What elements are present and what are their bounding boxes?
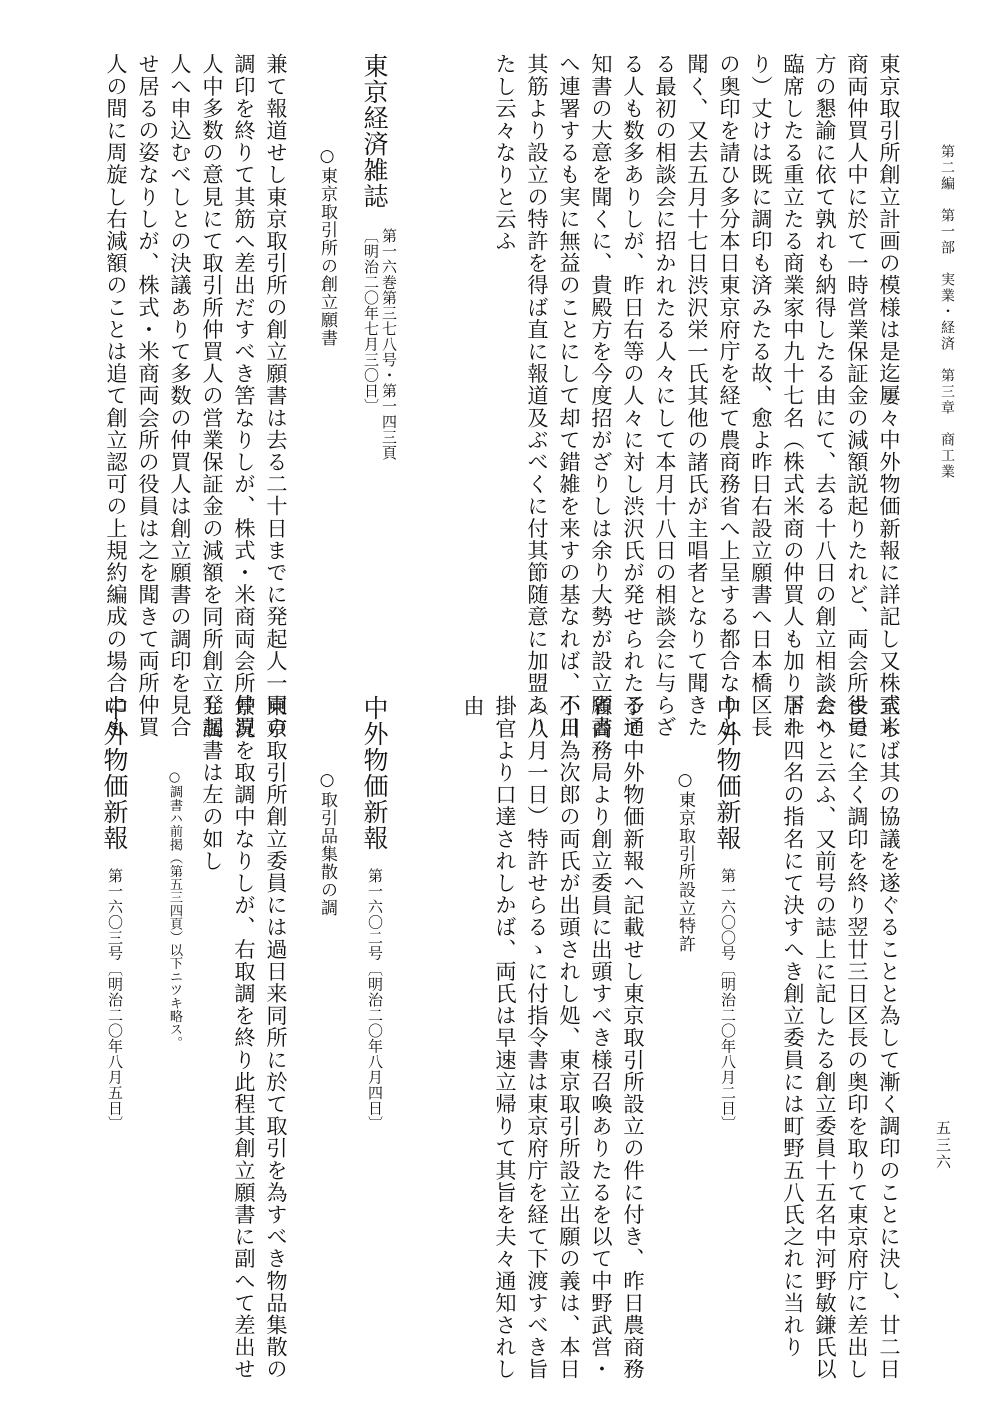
text-line: 省商務局より創立委員に出頭すべき様召喚ありたるを以て中野武営・ xyxy=(589,695,614,1381)
text-line: 兼て報道せし東京取引所の創立願書は去る二十日までに発起人一同の xyxy=(264,53,289,739)
subheading: ○東京取引所設立特許 xyxy=(675,770,695,953)
text-line: る最初の相談会に招かれたる人々にして本月十八日の相談会に与らざ xyxy=(653,53,678,739)
citation: 〔明治二〇年七月三〇日〕 xyxy=(362,228,380,414)
subheading: ○東京取引所の創立願書 xyxy=(317,146,337,347)
text-line: 其筋より設立の特許を得ば直に報道及ぶべくに付其節随意に加盟あり xyxy=(525,53,550,739)
text-line: たし云々なりと云ふ xyxy=(493,53,518,252)
text-line: 商両仲買人中に於て一時営業保証金の減額説起りたれど、両会所役員 xyxy=(845,53,870,739)
text-line: 人へ申込むべしとの決議ありて多数の仲買人は創立願書の調印を見合 xyxy=(168,53,193,739)
text-line: 由 xyxy=(461,695,486,718)
text-line: （八月一日）特許せらるゝに付指令書は東京府庁を経て下渡すべき旨 xyxy=(525,695,550,1381)
citation: 第一六巻第三七八号・第一四三頁 xyxy=(380,228,398,461)
section-title: 東京経済雑誌 xyxy=(360,53,389,209)
subheading: ○取引品集散の調 xyxy=(317,770,337,917)
citation: 第一六〇二号〔明治二〇年八月四日〕 xyxy=(366,868,384,1132)
text-line: 予て中外物価新報へ記載せし東京取引所設立の件に付き、昨日農商務 xyxy=(621,695,646,1381)
text-line: せ居るの姿なりしが、株式・米商両会所の役員は之を聞きて両所仲買 xyxy=(136,53,161,739)
text-line: り）丈けは既に調印も済みたる故、愈よ昨日右設立願書へ日本橋区長 xyxy=(749,53,774,739)
text-line: 人の間に周旋し右減額のことは追て創立認可の上規約編成の場合にも xyxy=(104,53,129,739)
text-line: へ連署するも実に無益のことにして却て錯雑を来すの基なれば、不日 xyxy=(557,53,582,739)
text-line: 東京取引所創立計画の模様は是迄屢々中外物価新報に詳記し又株式米 xyxy=(877,53,902,739)
text-line: 下十四名の指名にて決すへき創立委員には町野五八氏之れに当れり xyxy=(781,695,806,1358)
text-line: までに全く調印を終り翌廿三日区長の奥印を取りて東京府庁に差出し xyxy=(845,695,870,1381)
text-line: 掛官より口達されしかば、両氏は早速立帰りて其旨を夫々通知されし xyxy=(493,695,518,1381)
editor-note: ○調書ハ前掲（第五三四頁）以下ニツキ略ス。 xyxy=(167,770,182,1049)
text-line: 調印を終りて其筋へ差出だすべき筈なりしが、株式・米商両会所仲買 xyxy=(232,53,257,739)
text-line: 東京取引所創立委員には過日来同所に於て取引を為すべき物品集散の xyxy=(264,695,289,1381)
text-line: 聞く、又去五月十七日渋沢栄一氏其他の諸氏が主唱者となりて聞きた xyxy=(685,53,710,739)
text-line: 知書の大意を聞くに、貴殿方を今度招がざりしは余り大勢が設立願書 xyxy=(589,53,614,739)
text-line: し調書は左の如し xyxy=(200,695,225,872)
text-line: の奥印を請ひ多分本日東京府庁を経て農商務省へ上呈する都合なりと xyxy=(717,53,742,739)
text-line: 臨席したる重立たる商業家中九十七名（株式米商の仲買人も加り居れ xyxy=(781,53,806,739)
text-line: 方の懇諭に依て孰れも納得したる由にて、去る十八日の創立相談会へ xyxy=(813,53,838,739)
text-line: 小川為次郎の両氏が出頭されし処、東京取引所設立出願の義は、本日 xyxy=(557,695,582,1381)
section-title: 中外物価新報 xyxy=(360,695,389,851)
section-title: 中外物価新報 xyxy=(100,695,129,851)
text-line: 至らば其の協議を遂ぐることと為して漸く調印のことに決し、廿二日 xyxy=(877,695,902,1381)
citation: 第一六〇三号〔明治二〇年八月五日〕 xyxy=(106,868,124,1132)
citation: 第一六〇〇号〔明治二〇年八月二日〕 xyxy=(719,868,737,1132)
text-line: る人も数多ありしが、昨日右等の人々に対し渋沢氏が発せられたる通 xyxy=(621,53,646,739)
text-line: 人中多数の意見にて取引所仲買人の営業保証金の減額を同所創立発起 xyxy=(200,53,225,739)
running-header: 第二編 第一部 実業・経済 第三章 商工業 xyxy=(939,144,955,480)
section-title: 中外物価新報 xyxy=(713,695,742,851)
text-line: たりと云ふ、又前号の誌上に記したる創立委員十五名中河野敏鎌氏以 xyxy=(813,695,838,1381)
text-line: 景況を取調中なりしが、右取調を終り此程其創立願書に副へて差出せ xyxy=(232,695,257,1381)
page-number: 五三六 xyxy=(934,1120,952,1171)
